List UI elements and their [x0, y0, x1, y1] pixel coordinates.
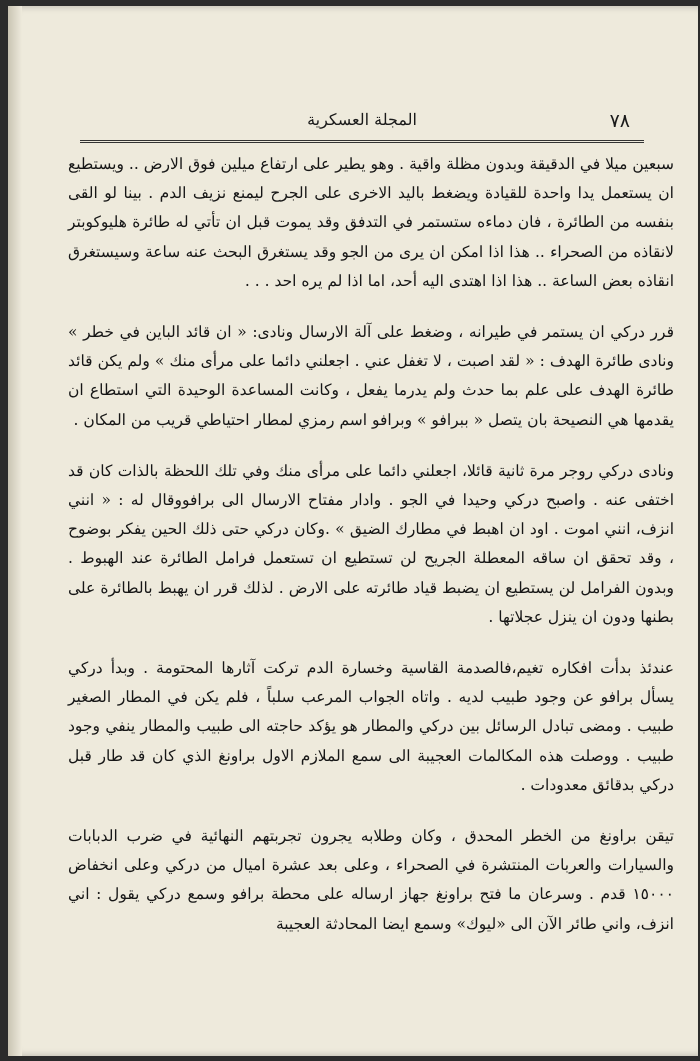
running-title: المجلة العسكرية [307, 110, 417, 129]
article-body [68, 150, 674, 961]
header-rule [80, 140, 644, 143]
paragraph-1: سبعين ميلا في الدقيقة وبدون مظلة واقية . وهو يطير على ارتفاع ميلين فوق الارض .. ويستطيع ان يستعمل يدا واحدة للقيادة ويضغط باليد الاخرى على الجرح ليمنع نزيف الدم . بينا لو القى بنفسه من الطائرة ، فان دماءه ستستمر في التدفق وقد يموت قبل ان تأتي له طائرة هليوكوبتر لانقاذه من الصحراء .. هذا اذا امكن ان يرى من الجو وقد يستغرق البحث عنه ساعة وسيستغرق انقاذه بعض الساعة .. هذا اذا اهتدى اليه أحد، اما اذا لم يره احد . . . [68, 155, 674, 290]
paragraph-3: ونادى دركي روجر مرة ثانية قائلا، اجعلني دائما على مرأى منك وفي تلك اللحظة بالذات كان قد اختفى عنه . واصبح دركي وحيدا في الجو . وادار مفتاح الارسال الى برافووقال له : « انني انزف، انني اموت . اود ان اهبط في مطارك الضيق » .وكان دركي حتى ذلك الحين يفكر بوضوح ، وقد تحقق ان ساقه المعطلة الجريح لن تستطيع ان تستعمل فرامل الطائرة عند الهبوط . وبدون الفرامل لن يستطيع ان يضبط قياد طائرته على الارض . لذلك قرر ان يهبط بالطائرة على بطنها ودون ان ينزل عجلاتها . [68, 461, 674, 626]
book-page [8, 6, 698, 1056]
page-number: ٧٨ [609, 110, 630, 132]
paragraph-5: تيقن براونغ من الخطر المحدق ، وكان وطلابه يجرون تجربتهم النهائية في ضرب الدبابات والسيارات والعربات المنتشرة في الصحراء ، وعلى بعد عشرة اميال من دركي وعلى انخفاض ١٥٠٠٠ قدم . وسرعان ما فتح براونغ جهاز ارساله على محطة برافو وسمع دركي يقول : اني انزف، واني طائر الآن الى «ليوك» وسمع ايضا المحادثة العجيبة [68, 827, 674, 933]
paragraph-2: قرر دركي ان يستمر في طيرانه ، وضغط على آلة الارسال ونادى: « ان قائد الباين في خطر » ونادى طائرة الهدف : « لقد اصبت ، لا تغفل عني . اجعلني دائما على مرأى منك » ولم يكن قائد طائرة الهدف على علم بما حدث ولم يدرما يفعل ، وكانت المساعدة الوحيدة التي استطاع ان يقدمها هي النصيحة بان يتصل « ببرافو » وبرافو اسم رمزي لمطار احتياطي قريب من المكان . [68, 323, 674, 429]
paragraph-4: عندئذ بدأت افكاره تغيم،فالصدمة القاسية وخسارة الدم تركت آثارها المحتومة . وبدأ دركي يسأل برافو عن وجود طبيب لديه . واتاه الجواب المرعب سلباً ، فلم يكن في المطار الصغير طبيب . ومضى تبادل الرسائل بين دركي والمطار هو يؤكد حاجته الى طبيب والمطار ينفي وجود طبيب . ووصلت هذه المكالمات العجيبة الى سمع الملازم الاول براونغ الذي كان قد طار قبل دركي بدقائق معدودات . [68, 659, 674, 794]
page-header [80, 110, 644, 142]
page-gutter [8, 6, 22, 1056]
